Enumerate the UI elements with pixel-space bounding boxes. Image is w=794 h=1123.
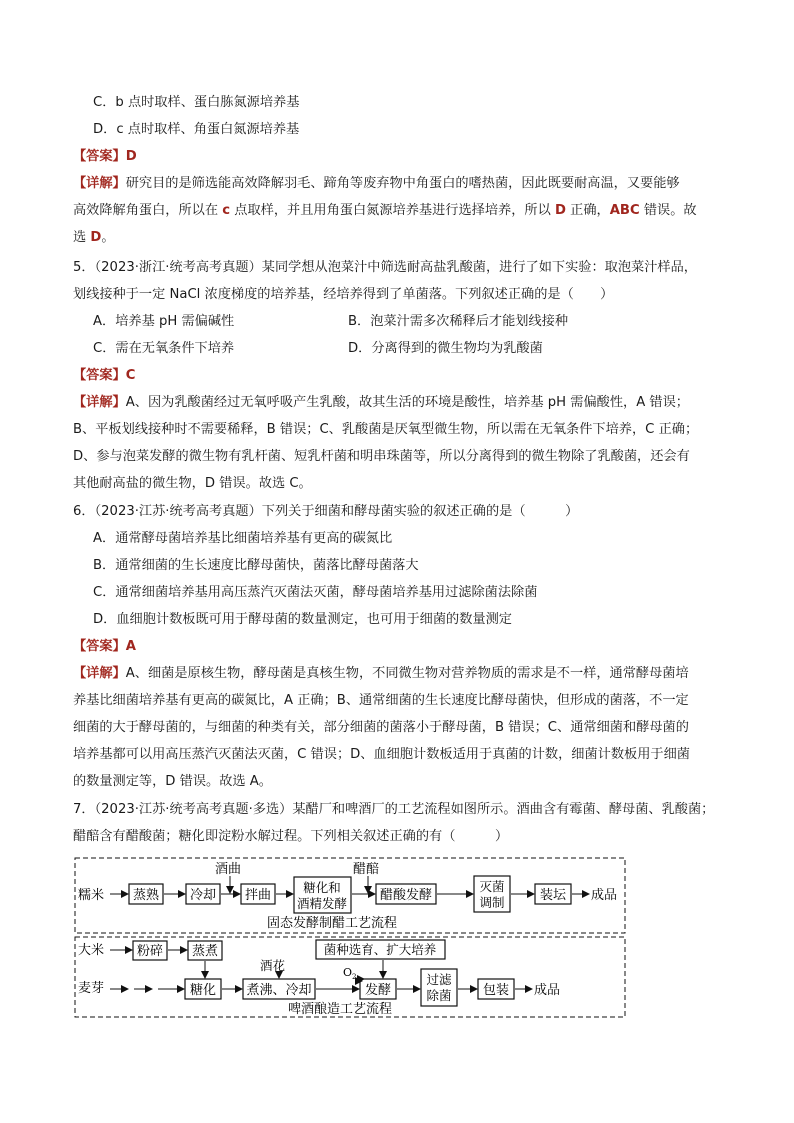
step-saccharify-label: 酒精发酵 — [296, 896, 348, 911]
step-boil-cool-label: 煮沸、冷却 — [246, 983, 312, 998]
detail-text: 高效降解角蛋白，所以在 — [73, 203, 223, 218]
q5-option-d: D．分离得到的微生物均为乳酸菌 — [348, 341, 543, 356]
q7-stem-line-1: 7．（2023·江苏·统考高考真题·多选）某醋厂和啤酒厂的工艺流程如图所示。酒曲含有霉菌、酵母菌、乳酸菌； — [73, 802, 715, 817]
answer-value: A — [125, 639, 136, 654]
q6-detail-line-4: 培养基都可以用高压蒸汽灭菌法灭菌，C 错误；D、血细胞计数板适用于真菌的计数，细菌计数板用于细菌 — [73, 747, 690, 762]
detail-text: 错误。故 — [639, 203, 697, 218]
vinegar-caption: 固态发酵制醋工艺流程 — [266, 916, 398, 931]
additive-vinegar-mash: 醋醅 — [353, 862, 380, 877]
beer-output: 成品 — [534, 983, 561, 998]
detail-option-ref: ABC — [609, 203, 640, 218]
step-filter-label: 过滤 — [426, 972, 452, 987]
q5-detail-line-4: 其他耐高盐的微生物，D 错误。故选 C。 — [73, 476, 312, 491]
q5-option-a: A．培养基 pH 需偏碱性 — [93, 314, 235, 329]
q5-detail-line-1 — [73, 393, 689, 413]
q6-detail-line-5: 的数量测定等，D 错误。故选 A。 — [73, 774, 272, 789]
additive-wine-starter: 酒曲 — [215, 862, 242, 877]
answer-value: D — [125, 149, 137, 164]
additive-hops: 酒花 — [260, 958, 286, 973]
beer-input-malt: 麦芽 — [78, 981, 105, 996]
step-filter-label: 除菌 — [426, 988, 452, 1003]
process-flow-diagram — [72, 855, 628, 1021]
step-sterilize-label: 灭菌 — [479, 879, 505, 894]
detail-option-ref: D — [90, 230, 102, 245]
q4-detail-line-2 — [73, 201, 697, 221]
oxygen-label: $O_2$ — [343, 966, 357, 981]
detail-label: 【详解】 — [73, 176, 126, 191]
q6-stem: 6．（2023·江苏·统考高考真题）下列关于细菌和酵母菌实验的叙述正确的是（ ） — [73, 504, 579, 519]
q6-option-b: B．通常细菌的生长速度比酵母菌快，菌落比酵母菌落大 — [93, 558, 419, 573]
answer-label: 【答案】 — [73, 639, 126, 654]
q5-answer — [73, 366, 135, 386]
detail-option-ref: c — [222, 203, 231, 218]
q4-option-d: D．c 点时取样、角蛋白氮源培养基 — [93, 122, 300, 137]
detail-option-ref: D — [554, 203, 566, 218]
beer-caption: 啤酒酿造工艺流程 — [287, 1002, 393, 1017]
q5-detail-line-3: D、参与泡菜发酵的微生物有乳杆菌、短乳杆菌和明串珠菌等，所以分离得到的微生物除了乳酸菌，还会有 — [73, 449, 690, 464]
answer-label: 【答案】 — [73, 149, 126, 164]
step-cool-label: 冷却 — [189, 888, 217, 903]
q6-option-d: D．血细胞计数板既可用于酵母菌的数量测定，也可用于细菌的数量测定 — [93, 612, 512, 627]
step-cook-label: 蒸煮 — [191, 944, 219, 959]
step-acetic-label: 醋酸发酵 — [379, 888, 433, 903]
answer-label: 【答案】 — [73, 368, 126, 383]
step-ferment-label: 发酵 — [364, 983, 392, 998]
q5-option-c: C．需在无氧条件下培养 — [93, 341, 235, 356]
detail-text: A、因为乳酸菌经过无氧呼吸产生乳酸，故其生活的环境是酸性，培养基 pH 需偏酸性，A 错误； — [125, 395, 689, 410]
q6-answer — [73, 637, 136, 657]
detail-label: 【详解】 — [73, 395, 126, 410]
q5-option-b: B．泡菜汁需多次稀释后才能划线接种 — [348, 314, 569, 329]
strain-culture-label: 菌种选育、扩大培养 — [323, 942, 437, 957]
q5-stem-line-2: 划线接种于一定 NaCl 浓度梯度的培养基，经培养得到了单菌落。下列叙述正确的是（ ） — [73, 287, 614, 302]
q4-detail-line-1 — [73, 174, 680, 194]
detail-text: 选 — [73, 230, 91, 245]
q6-detail-line-1 — [73, 664, 689, 684]
step-crush-label: 粉碎 — [136, 944, 164, 959]
detail-text: A、细菌是原核生物，酵母菌是真核生物，不同微生物对营养物质的需求是不一样，通常酵母菌培 — [125, 666, 689, 681]
q6-detail-line-2: 养基比细菌培养基有更高的碳氮比，A 正确；B、通常细菌的生长速度比酵母菌快，但形成的菌落，不一定 — [73, 693, 689, 708]
vinegar-input: 糯米 — [78, 888, 105, 903]
q4-answer — [73, 147, 137, 167]
q7-stem-line-2: 醋醅含有醋酸菌；糖化即淀粉水解过程。下列相关叙述正确的有（ ） — [73, 829, 509, 844]
answer-value: C — [125, 368, 136, 383]
q5-stem-line-1: 5．（2023·浙江·统考高考真题）某同学想从泡菜汁中筛选耐高盐乳酸菌，进行了如下实验：取泡菜汁样品， — [73, 260, 697, 275]
q4-option-c: C．b 点时取样、蛋白胨氮源培养基 — [93, 95, 300, 110]
step-jar-label: 装坛 — [539, 888, 567, 903]
step-package-label: 包装 — [482, 983, 510, 998]
q6-option-a: A．通常酵母菌培养基比细菌培养基有更高的碳氮比 — [93, 531, 393, 546]
detail-text: 研究目的是筛选能高效降解羽毛、蹄角等废弃物中角蛋白的嗜热菌，因此既要耐高温，又要能够 — [125, 176, 680, 191]
step-steam-label: 蒸熟 — [132, 888, 160, 903]
step-sterilize-label: 调制 — [479, 895, 505, 910]
q5-detail-line-2: B、平板划线接种时不需要稀释，B 错误；C、乳酸菌是厌氧型微生物，所以需在无氧条件下培养，C 正确； — [73, 422, 699, 437]
step-saccharify-beer-label: 糖化 — [189, 983, 217, 998]
step-mix-label: 拌曲 — [244, 888, 272, 903]
detail-label: 【详解】 — [73, 666, 126, 681]
beer-input-rice: 大米 — [78, 943, 105, 958]
detail-text: 正确， — [565, 203, 610, 218]
detail-text: 。 — [101, 230, 115, 245]
vinegar-output: 成品 — [591, 888, 618, 903]
step-saccharify-label: 糖化和 — [303, 880, 341, 895]
q4-detail-line-3 — [73, 228, 115, 248]
detail-text: 点取样，并且用角蛋白氮源培养基进行选择培养，所以 — [230, 203, 555, 218]
q6-detail-line-3: 细菌的大于酵母菌的，与细菌的种类有关，部分细菌的菌落小于酵母菌，B 错误；C、通常细菌和酵母菌的 — [73, 720, 689, 735]
q6-option-c: C．通常细菌培养基用高压蒸汽灭菌法灭菌，酵母菌培养基用过滤除菌法除菌 — [93, 585, 538, 600]
